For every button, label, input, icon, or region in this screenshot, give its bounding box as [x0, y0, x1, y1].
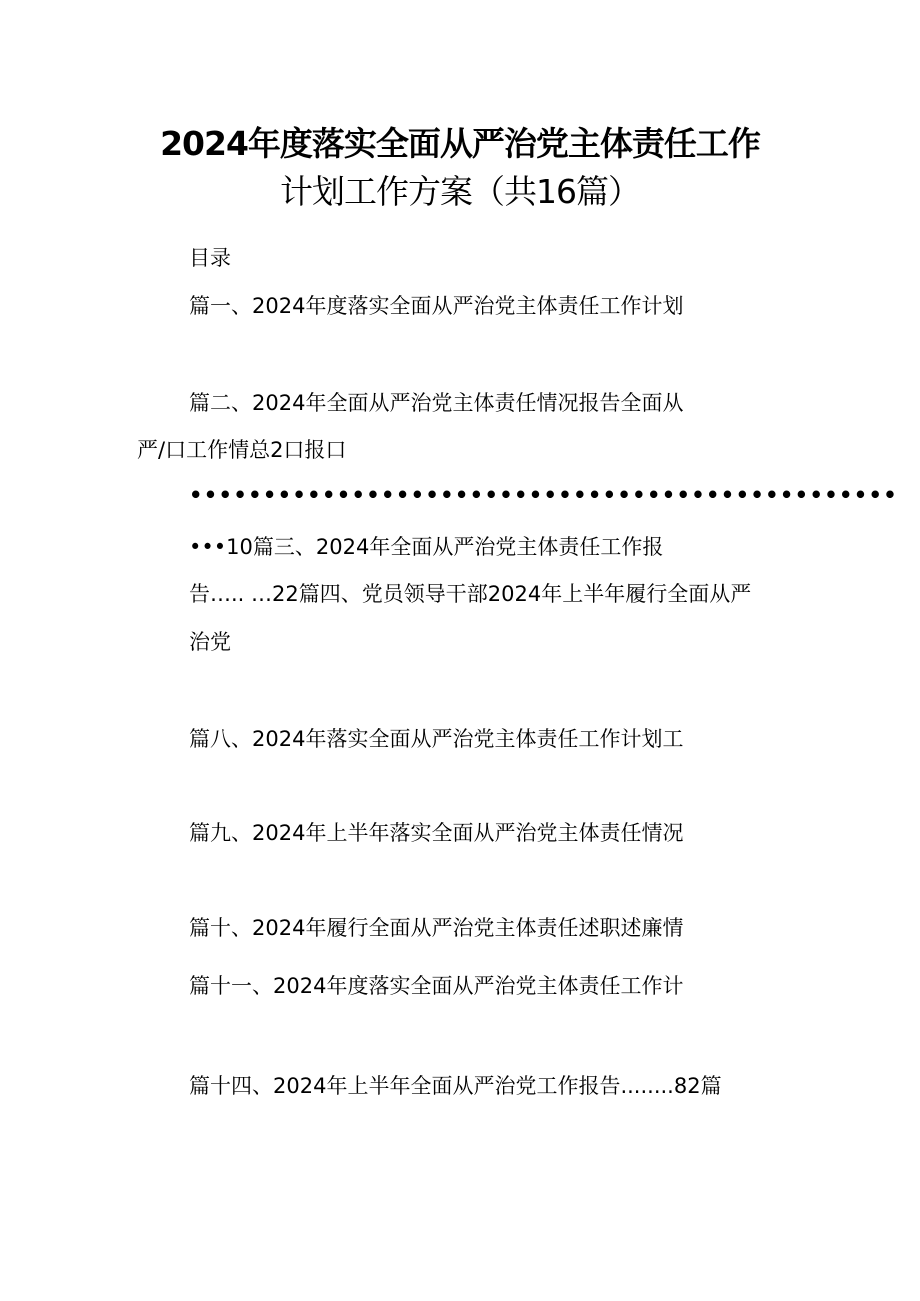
toc-entry: 篇十、2024年履行全面从严治党主体责任述职述廉情	[189, 916, 684, 940]
toc-entry: 治党	[189, 630, 231, 654]
document-title-line-1: 2024年度落实全面从严治党主体责任工作	[160, 124, 760, 163]
toc-heading: 目录	[189, 246, 231, 270]
toc-entry: 告….. …22篇四、党员领导干部2024年上半年履行全面从严	[189, 582, 752, 606]
toc-entry: •••10篇三、2024年全面从严治党主体责任工作报	[189, 535, 664, 559]
toc-entry: 篇二、2024年全面从严治党主体责任情况报告全面从	[189, 391, 684, 415]
toc-entry: 篇一、2024年度落实全面从严治党主体责任工作计划	[189, 294, 684, 318]
toc-entry: 严/口工作情总2口报口	[137, 438, 347, 462]
toc-entry: 篇十一、2024年度落实全面从严治党主体责任工作计	[189, 974, 684, 998]
toc-leader-dots: ••••••••••••••••••••••••••••••••••••••••••••••••	[189, 483, 899, 507]
toc-entry: 篇十四、2024年上半年全面从严治党工作报告........82篇	[189, 1074, 722, 1098]
toc-entry: 篇八、2024年落实全面从严治党主体责任工作计划工	[189, 727, 684, 751]
toc-entry: 篇九、2024年上半年落实全面从严治党主体责任情况	[189, 821, 684, 845]
document-title-line-2: 计划工作方案（共16篇）	[280, 172, 640, 211]
